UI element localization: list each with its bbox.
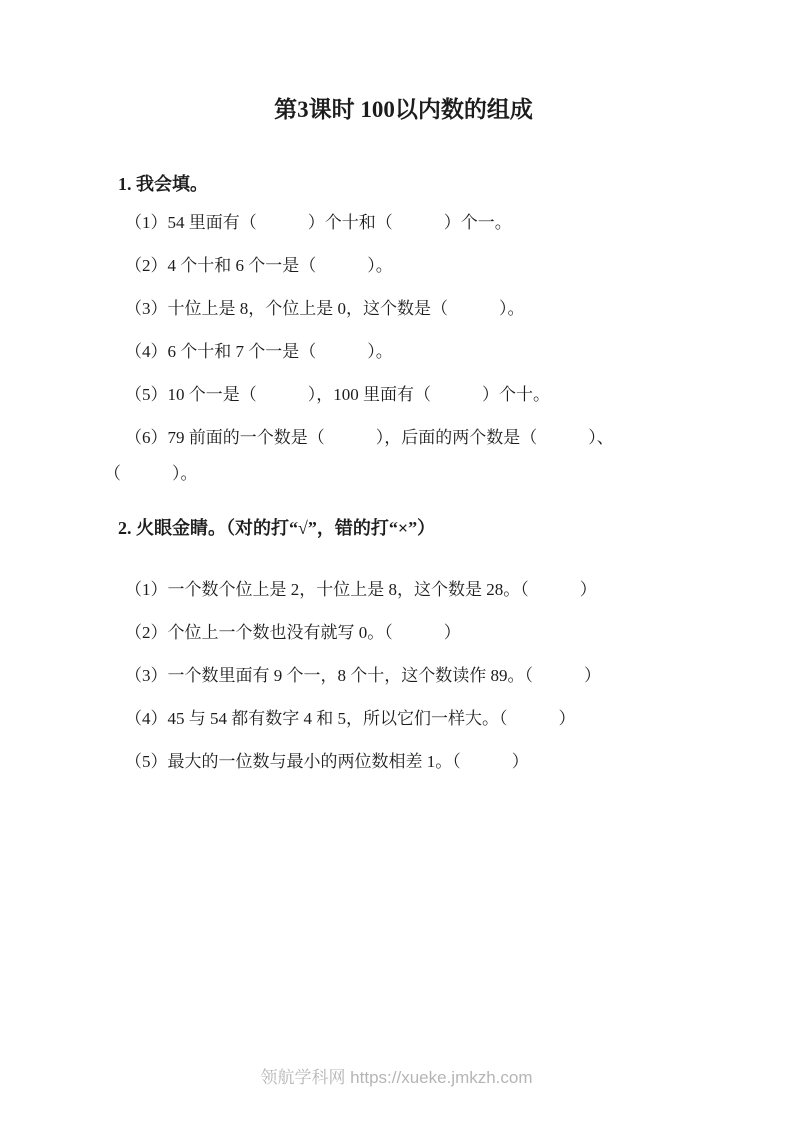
section-2-question-5: （5）最大的一位数与最小的两位数相差 1。（ ）: [125, 752, 529, 771]
section-2-question-4: （4）45 与 54 都有数字 4 和 5，所以它们一样大。（ ）: [125, 709, 576, 728]
section-1-question-6: （6）79 前面的一个数是（ ），后面的两个数是（ ）、: [125, 428, 614, 447]
section-1-question-1: （1）54 里面有（ ）个十和（ ）个一。: [125, 213, 512, 232]
section-2-heading: 2. 火眼金睛。（对的打“√”，错的打“×”）: [118, 518, 436, 538]
section-2-question-3: （3）一个数里面有 9 个一，8 个十，这个数读作 89。（ ）: [125, 666, 601, 685]
page-title: 第3课时 100以内数的组成: [274, 97, 533, 122]
section-2-question-2: （2）个位上一个数也没有就写 0。（ ）: [125, 623, 461, 642]
section-1-question-5: （5）10 个一是（ ），100 里面有（ ）个十。: [125, 385, 550, 404]
section-1-question-6-continuation: （ ）。: [104, 464, 198, 483]
section-fill-in-blanks: [104, 172, 703, 485]
site-watermark: 领航学科网 https://xueke.jmkzh.com: [260, 1068, 533, 1087]
section-true-false: [104, 516, 703, 773]
section-1-heading: 1. 我会填。: [118, 174, 208, 194]
section-1-question-4: （4）6 个十和 7 个一是（ ）。: [125, 342, 393, 361]
section-1-question-2: （2）4 个十和 6 个一是（ ）。: [125, 256, 393, 275]
section-2-question-1: （1）一个数个位上是 2，十位上是 8，这个数是 28。（ ）: [125, 580, 597, 599]
section-1-question-3: （3）十位上是 8，个位上是 0，这个数是（ ）。: [125, 299, 525, 318]
